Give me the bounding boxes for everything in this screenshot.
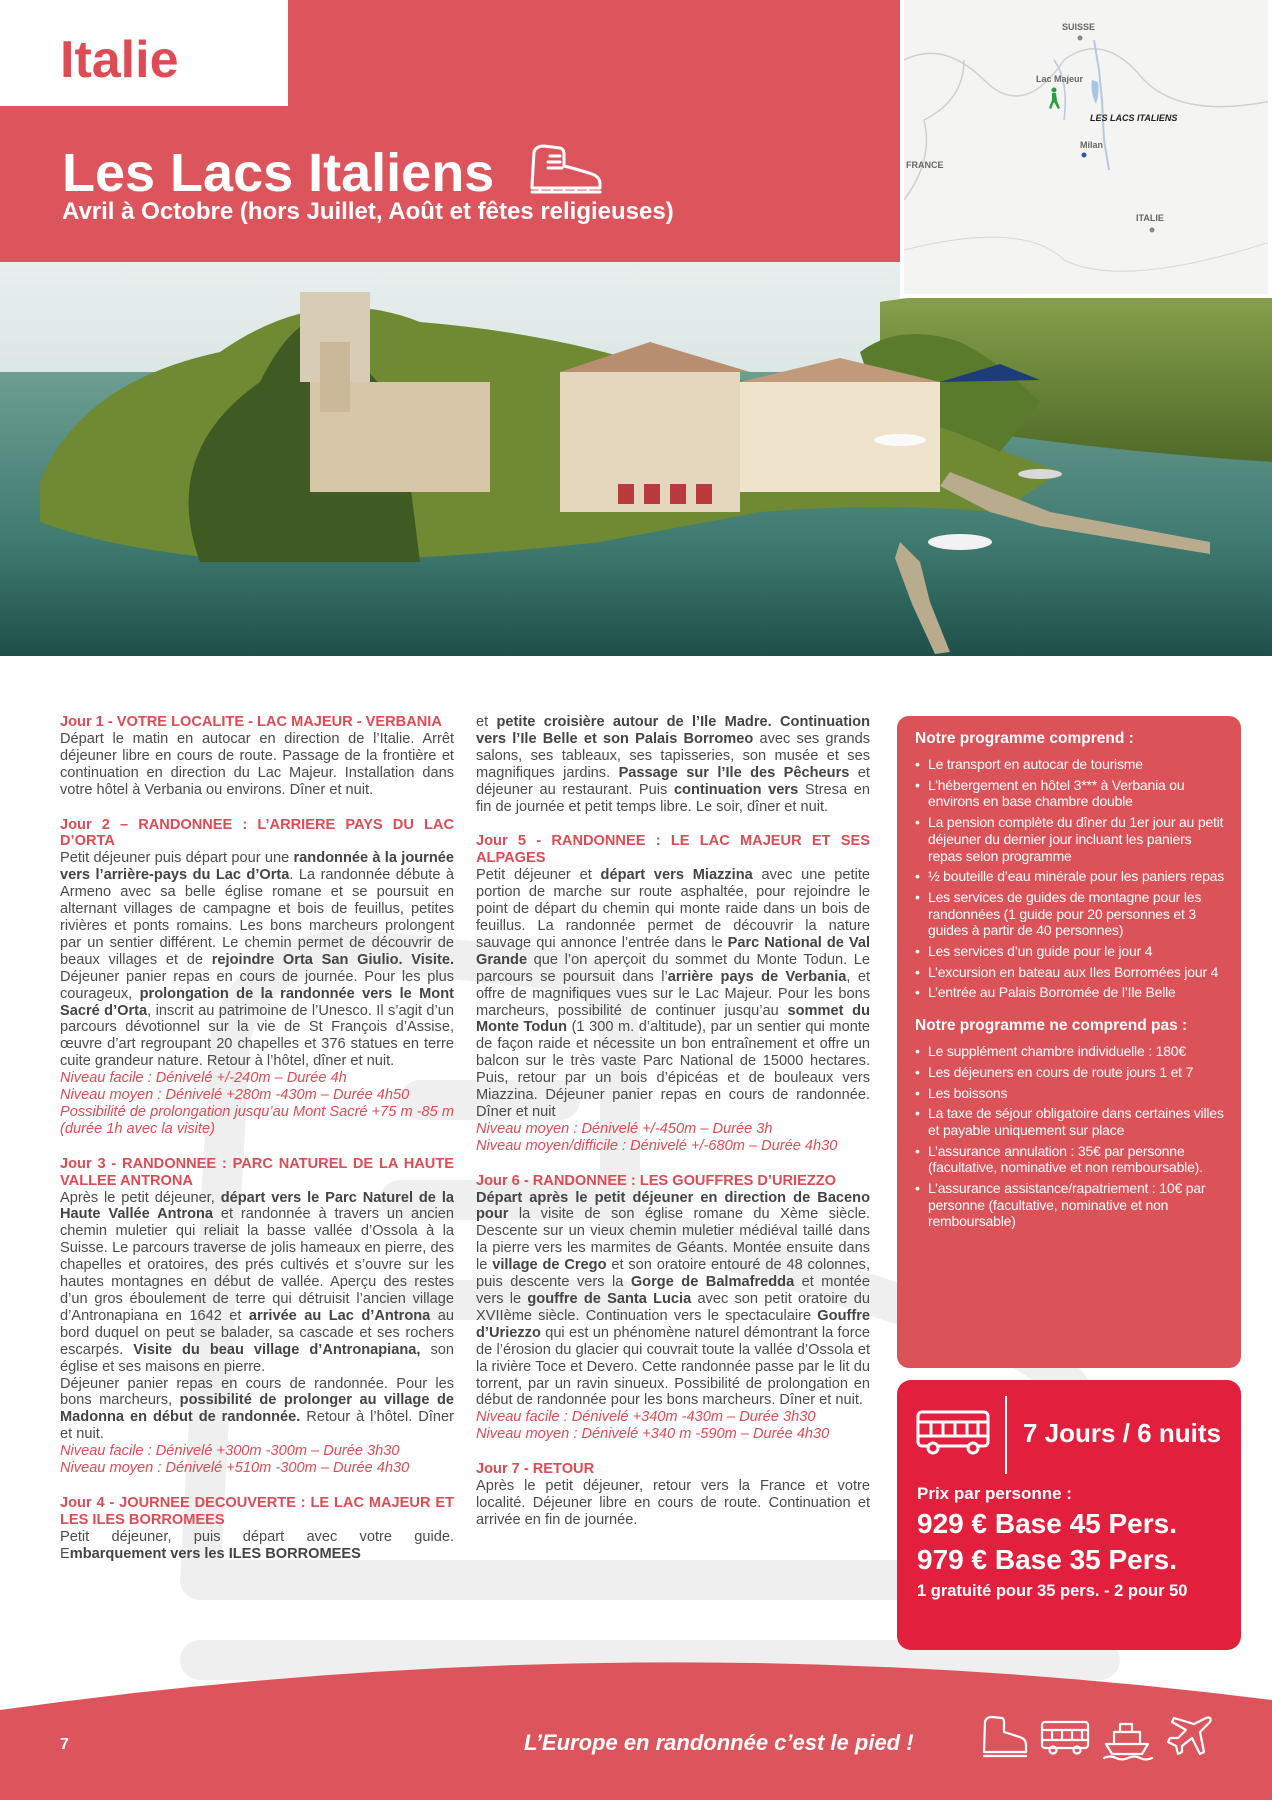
body-text: Petit déjeuner, puis départ avec votre guide. E	[60, 1528, 454, 1562]
country-label: Italie	[60, 31, 179, 89]
highlight-text: possibilité de prolonger au village de Madonna en début de randonnée.	[60, 1392, 454, 1426]
day-description	[476, 1190, 870, 1410]
highlight-text: prolongation de la randonnée vers le Mont Sacré d’Orta	[60, 985, 454, 1019]
body-text: , inscrit au patrimoine de l’Unesco. Il s’agit d’un parcours dévotionnel sur la vie de St François d’Assise, œuvre d’art regroupant 20 chapelles et 376 statues en terre cuite grandeur nature. Retour à l’hôtel, dîner et nuit.	[60, 1002, 455, 1070]
day-title: Jour 5 - RANDONNEE : LE LAC MAJEUR ET SES ALPAGES	[476, 833, 870, 867]
excludes-list	[915, 1043, 1225, 1230]
body-text: Après le petit déjeuner,	[60, 1189, 221, 1206]
excludes-item: • Les boissons	[915, 1085, 1225, 1102]
excludes-title: Notre programme ne comprend pas :	[915, 1017, 1188, 1035]
price-divider	[1005, 1396, 1007, 1474]
body-text: et	[476, 714, 497, 730]
excludes-item: • L’assurance annulation : 35€ par personne (facultative, nominative et non remboursable).	[915, 1143, 1225, 1176]
map-label-milan: Milan	[1080, 140, 1104, 150]
day-title: Jour 7 - RETOUR	[476, 1461, 595, 1478]
body-text: avec son petit oratoire du XVIIème siècle. Continuation vers le spectaculaire	[476, 1291, 870, 1324]
body-text: , et offre de magnifiques vues sur le Lac Majeur. Pour les bons marcheurs, possibilité de continuer jusqu’au	[476, 968, 870, 1019]
body-text: Petit déjeuner puis départ pour une	[60, 850, 294, 867]
price-base-35: 979 € Base 35 Pers.	[917, 1544, 1177, 1575]
day-2	[60, 817, 454, 1138]
highlight-text: gouffre de Santa Lucia	[527, 1291, 692, 1307]
page-subtitle: Avril à Octobre (hors Juillet, Août et fêtes religieuses)	[62, 198, 674, 225]
price-base-45: 929 € Base 45 Pers.	[917, 1508, 1177, 1539]
excludes-item: • La taxe de séjour obligatoire dans certaines villes et payable uniquement sur place	[915, 1105, 1225, 1138]
map-label-lac-majeur: Lac Majeur	[1036, 74, 1084, 84]
difficulty-level: Niveau facile : Dénivelé +300m -300m – Durée 3h30	[60, 1443, 400, 1460]
highlight-text: mbarquement vers les ILES BORROMEES	[69, 1545, 361, 1562]
difficulty-level: Niveau moyen : Dénivelé +510m -300m – Durée 4h30	[60, 1460, 410, 1477]
includes-item: • Les services d’un guide pour le jour 4	[915, 943, 1225, 960]
map-label-france: FRANCE	[906, 160, 944, 170]
plane-icon	[1168, 1718, 1211, 1755]
includes-item: • L’entrée au Palais Borromée de l’Ile Belle	[915, 984, 1225, 1001]
difficulty-level: Niveau facile : Dénivelé +340m -430m – Durée 3h30	[476, 1409, 816, 1426]
difficulty-level: Niveau moyen : Dénivelé +280m -430m – Durée 4h50	[60, 1087, 410, 1104]
highlight-text: petite croisière autour de l’Ile Madre. Continuation vers l’Ile Belle et son Palais Borromeo	[476, 714, 870, 747]
map-label-italie: ITALIE	[1136, 213, 1164, 223]
map-label-suisse: SUISSE	[1062, 22, 1096, 32]
difficulty-level: Niveau moyen : Dénivelé +340 m -590m – Durée 4h30	[476, 1426, 830, 1443]
ship-icon	[1104, 1724, 1152, 1760]
difficulty-level: Niveau moyen/difficile : Dénivelé +/-680m – Durée 4h30	[476, 1137, 838, 1154]
trip-duration: 7 Jours / 6 nuits	[1023, 1418, 1221, 1448]
body-text: Petit déjeuner et	[476, 867, 601, 884]
lake-photo	[0, 262, 1272, 656]
body-text: que l’on aperçoit du sommet du Monte Todun. Le parcours se poursuit dans l’	[476, 951, 870, 985]
page-number: 7	[60, 1736, 69, 1753]
day-4-continued	[476, 714, 870, 815]
includes-item: • La pension complète du dîner du 1er jour au petit déjeuner du dernier jour incluant les paniers repas selon programme	[915, 814, 1225, 864]
difficulty-level: Niveau facile : Dénivelé +/-240m – Durée 4h	[60, 1070, 347, 1087]
footer-icons	[980, 1712, 1220, 1762]
day-title: Jour 4 - JOURNEE DECOUVERTE : LE LAC MAJEUR ET LES ILES BORROMEES	[60, 1494, 454, 1528]
day-6	[476, 1173, 870, 1444]
map-label-lacs-italiens: LES LACS ITALIENS	[1090, 113, 1178, 123]
body-text: et randonnée à travers un ancien chemin muletier qui reliait la basse vallée d’Ossola à la Suisse. Le parcours traverse de jolis hameaux en pierre, des chapelles et oratoires, des prés cultivés et s’ouvre sur les hautes montagnes en début de vallée. Aperçu des restes d’un gros éboulement de terre qui détruisit l’ancien village d’Antronapiana en 1642 et	[60, 1206, 454, 1324]
highlight-text: Visite du beau village d’Antronapiana,	[133, 1341, 421, 1358]
body-text: Retour à l’hôtel. Dîner et nuit.	[60, 1409, 454, 1443]
day-description	[476, 714, 870, 815]
body-text: et son oratoire entouré de 48 colonnes, puis descente vers la	[476, 1257, 871, 1291]
highlight-text: rejoindre Orta San Giulio. Visite.	[211, 951, 454, 968]
includes-item: • L’hébergement en hôtel 3*** à Verbania ou environs en base chambre double	[915, 777, 1225, 810]
body-text: Départ le matin en autocar en direction de l’Italie. Arrêt déjeuner libre en cours de route. Passage de la frontière et continuation en direction du Lac Majeur. Installation dans votre hôtel à Verbania ou environs. Dîner et nuit.	[60, 730, 454, 798]
excludes-item: • Les déjeuners en cours de route jours 1 et 7	[915, 1064, 1225, 1081]
includes-item: • Le transport en autocar de tourisme	[915, 756, 1225, 773]
day-description	[476, 867, 870, 1121]
body-text: Après le petit déjeuner, retour vers la France et votre localité. Déjeuner libre en cours de route. Continuation et arrivée en fin de journée.	[476, 1478, 870, 1528]
price-box	[897, 1380, 1241, 1650]
day-description	[60, 1529, 454, 1563]
body-text: . La randonnée débute à Armeno avec sa belle église romane et se poursuit en alternant villages de campagne et bois de feuillus, petites rivières et ponts romains. Les bons marcheurs prolongent par un sentier différent. Le chemin permet de découvrir de beaux villages et de	[60, 867, 454, 968]
highlight-text: départ vers Miazzina	[600, 867, 753, 884]
includes-list	[915, 756, 1225, 1001]
footer-slogan: L’Europe en randonnée c’est le pied !	[524, 1730, 914, 1755]
highlight-text: Gouffre d’Uriezzo	[476, 1307, 870, 1341]
body-text: au bord duquel on peut se balader, sa cascade et ses rochers escarpés.	[60, 1307, 454, 1358]
day-description	[476, 1478, 870, 1529]
day-7	[476, 1461, 870, 1529]
includes-item: • Les services de guides de montagne pour les randonnées (1 guide pour 20 personnes et 3 guides à partir de 40 personnes)	[915, 889, 1225, 939]
highlight-text: randonnée à la journée vers l’arrière-pays du Lac d’Orta	[60, 850, 454, 884]
body-text: Déjeuner panier repas en cours de journée. Pour les plus courageux,	[60, 968, 454, 1002]
difficulty-level: Possibilité de prolongation jusqu’au Mont Sacré +75 m -85 m (durée 1h avec la visite)	[60, 1103, 454, 1137]
body-text: et déjeuner au restaurant. Puis	[476, 764, 870, 798]
includes-item: • L’excursion en bateau aux Iles Borromées jour 4	[915, 964, 1225, 981]
program-includes-box	[897, 716, 1241, 1368]
body-text: avec une petite portion de marche sur route asphaltée, pour rejoindre le point de départ du chemin qui monte raide dans un bois de feuillus. La randonnée permet de découvrir la nature sauvage qui annonce l’entrée dans le	[476, 867, 871, 951]
body-text: la visite de son église romane du Xème siècle. Descente sur un vieux chemin muletier médiéval taillé dans la pierre vers les marmites de Géants. Montée ensuite dans le	[476, 1206, 870, 1274]
excludes-item: • Le supplément chambre individuelle : 180€	[915, 1043, 1225, 1060]
day-title: Jour 2 – RANDONNEE : L’ARRIERE PAYS DU LAC D’ORTA	[60, 816, 454, 850]
highlight-text: village de Crego	[492, 1257, 607, 1274]
price-per-person-label: Prix par personne :	[917, 1484, 1072, 1503]
day-description	[60, 1190, 454, 1444]
boot-icon	[984, 1717, 1026, 1756]
body-text: qui est un phénomène naturel démontrant la force de l’érosion du glacier qui couvrait toute la vallée d’Ossola et la rivière Toce et Devero. Cette randonnée passe par le lit du torrent, par un ravin sinueux. Possibilité de prolongation en début de randonnée pour les bons marcheurs. Dîner et nuit.	[476, 1324, 870, 1409]
highlight-text: Départ après le petit déjeuner en direction de Baceno pour	[476, 1189, 870, 1223]
body-text: (1 300 m. d’altitude), par un sentier qui monte de façon raide et nécessite un bon entraînement et offre un balcon sur le très vaste Parc National de 15000 hectares. Puis, retour par un bois d’épicéas et de bouleaux vers Miazzina. Déjeuner panier repas en cours de randonnée. Dîner et nuit	[476, 1019, 870, 1120]
includes-item: • ½ bouteille d’eau minérale pour les paniers repas	[915, 868, 1225, 885]
country-tab	[0, 0, 288, 106]
highlight-text: sommet du Monte Todun	[476, 1002, 871, 1036]
highlight-text: Parc National de Val Grande	[476, 934, 870, 968]
hiking-boot-icon	[526, 142, 606, 198]
day-5	[476, 833, 870, 1154]
day-3	[60, 1156, 454, 1477]
day-1	[60, 714, 454, 799]
day-title: Jour 1 - VOTRE LOCALITE - LAC MAJEUR - VERBANIA	[60, 714, 442, 730]
includes-title: Notre programme comprend :	[915, 730, 1134, 747]
bus-icon	[1042, 1722, 1088, 1754]
location-map	[900, 0, 1272, 298]
day-description	[60, 850, 454, 1070]
excludes-item: • L’assurance assistance/rapatriement : 10€ par personne (facultative, nominative et non remboursable)	[915, 1180, 1225, 1230]
day-4	[60, 1495, 454, 1563]
highlight-text: arrivée au Lac d’Antrona	[248, 1307, 431, 1324]
page-title: Les Lacs Italiens	[62, 143, 495, 203]
bus-icon	[915, 1406, 995, 1458]
highlight-text: départ vers le Parc Naturel de la Haute Vallée Antrona	[60, 1189, 454, 1223]
itinerary-column-2	[476, 714, 870, 1547]
day-title: Jour 6 - RANDONNEE : LES GOUFFRES D’URIEZZO	[476, 1172, 836, 1189]
body-text: Stresa en fin de journée et petit temps libre. Le soir, dîner et nuit.	[476, 781, 870, 815]
highlight-text: arrière pays de Verbania	[667, 968, 847, 985]
body-text: son église et ses maisons en pierre. Déjeuner panier repas en cours de randonnée. Pour les bons marcheurs,	[60, 1341, 454, 1409]
gratuity-note: 1 gratuité pour 35 pers. - 2 pour 50	[917, 1582, 1188, 1600]
itinerary-column-1	[60, 714, 454, 1563]
body-text: et montée vers le	[476, 1274, 870, 1307]
body-text: avec ses grands salons, ses tableaux, ses tapisseries, son musée et ses magnifiques jardins.	[476, 730, 871, 781]
highlight-text: Gorge de Balmafredda	[630, 1274, 795, 1291]
difficulty-level: Niveau moyen : Dénivelé +/-450m – Durée 3h	[476, 1120, 773, 1137]
day-description	[60, 731, 454, 799]
day-title: Jour 3 - RANDONNEE : PARC NATUREL DE LA HAUTE VALLEE ANTRONA	[60, 1155, 454, 1189]
highlight-text: continuation vers	[673, 781, 799, 798]
highlight-text: Passage sur l’Ile des Pêcheurs	[618, 764, 850, 781]
